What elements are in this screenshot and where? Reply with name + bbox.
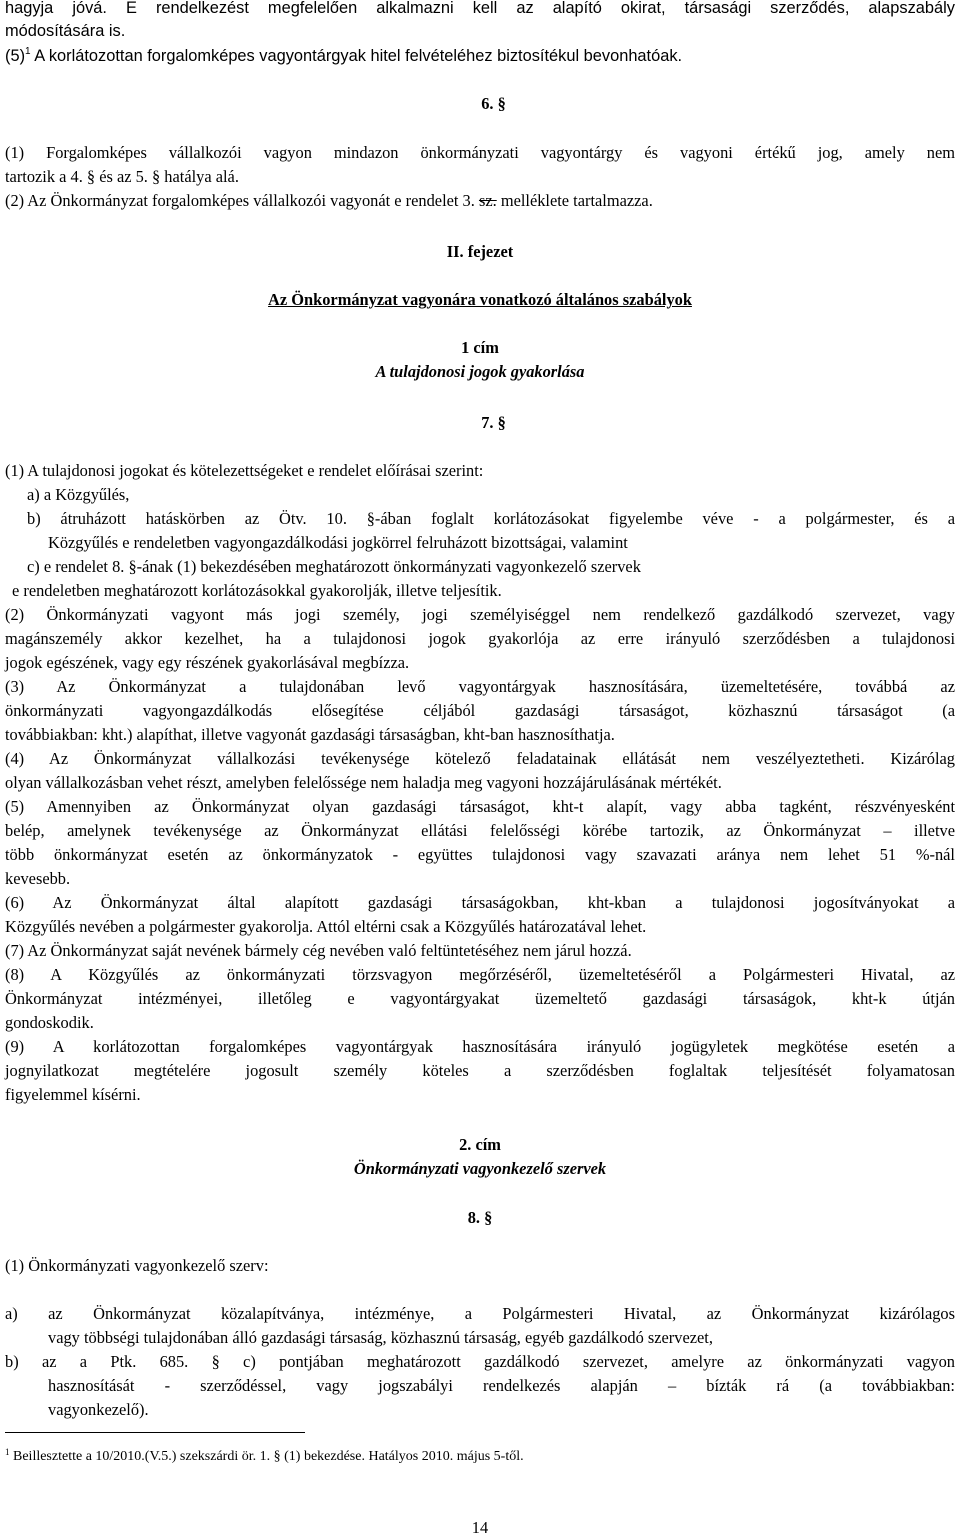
text-line: [5, 189, 955, 213]
list-item-continuation: Közgyűlés e rendeletben vagyongazdálkodási jogkörrel felruházott bizottságai, valamint: [48, 533, 628, 552]
text-line: (1) Önkormányzati vagyonkezelő szerv:: [5, 1256, 269, 1275]
text-line: több önkormányzat esetén az önkormányzatok - együttes tulajdonosi vagy szavazati aránya nem lehet 51 %-nál: [5, 845, 955, 864]
text-line: (8) A Közgyűlés az önkormányzati törzsvagyon megőrzéséről, üzemeltetéséről a Polgármesteri Hivatal, az: [5, 965, 955, 984]
text-line: (1) Forgalomképes vállalkozói vagyon mindazon önkormányzati vagyontárgy és vagyoni értékű jog, amely nem: [5, 143, 955, 162]
section-heading-6: 6. §: [481, 94, 506, 113]
list-item: a) az Önkormányzat közalapítványa, intézménye, a Polgármesteri Hivatal, az Önkormányzat kizárólagos: [5, 1304, 955, 1323]
title-heading-2: 2. cím: [459, 1135, 501, 1154]
title-name-2: Önkormányzati vagyonkezelő szervek: [353, 1159, 607, 1178]
text-line: továbbiakban: kht.) alapíthat, illetve vagyonát gazdasági társaságban, kht-ban hasznosíthatja.: [5, 725, 615, 744]
text-line: olyan vállalkozásban vehet részt, amelyben felelőssége nem haladja meg vagyoni hozzájárulásának mértékét.: [5, 773, 722, 792]
title-heading-1: 1 cím: [461, 338, 499, 357]
chapter-heading: II. fejezet: [446, 242, 514, 261]
list-item-continuation: vagyonkezelő).: [48, 1400, 149, 1419]
text-line: módosítására is.: [5, 22, 126, 40]
text-line: (2) Önkormányzati vagyont más jogi személy, jogi személyiséggel nem rendelkező gazdálkodó szervezet, vagy: [5, 605, 955, 624]
paragraph-text: melléklete tartalmazza.: [496, 191, 653, 210]
list-item-continuation: vagy többségi tulajdonában álló gazdasági társaság, közhasznú társaság, egyéb gazdálkodó szervezet,: [48, 1328, 713, 1347]
text-line: hagyja jóvá. E rendelkezést megfelelően alkalmazni kell az alapító okirat, társasági szerződés, alapszabály: [5, 0, 955, 17]
text-line: (4) Az Önkormányzat vállalkozási tevékenysége kötelező feladatainak ellátását nem veszélyeztetheti. Kizárólag: [5, 749, 955, 768]
text-line: (7) Az Önkormányzat saját nevének bármely cég nevében való feltüntetéséhez nem járul hozzá.: [5, 941, 632, 960]
text-line: jogok egészének, vagy egy részének gyakorlásával megbízza.: [5, 653, 410, 672]
text-line: figyelemmel kísérni.: [5, 1085, 141, 1104]
chapter-title: Az Önkormányzat vagyonára vonatkozó általános szabályok: [268, 290, 692, 309]
text-line: magánszemély akkor kezelhet, ha a tulajdonosi jogok gyakorlója az erre irányuló szerződésben a tulajdonosi: [5, 629, 955, 648]
footnote-text: Beillesztette a 10/2010.(V.5.) szekszárdi ör. 1. § (1) bekezdése. Hatályos 2010. május 5-től.: [9, 1449, 524, 1464]
text-line: jognyilatkozat megtételére jogosult személy köteles a szerződésben foglaltak teljesítését folyamatosan: [5, 1061, 955, 1080]
text-line: önkormányzati vagyongazdálkodás elősegítése céljából gazdasági társaságot, közhasznú társaságot (a: [5, 701, 955, 720]
text-line: (5) Amennyiben az Önkormányzat olyan gazdasági társaságot, kht-t alapít, vagy abba tagként, részvényesként: [5, 797, 955, 816]
text-line: kevesebb.: [5, 869, 71, 888]
text-line: [5, 44, 955, 71]
list-item: c) e rendelet 8. §-ának (1) bekezdésében meghatározott önkormányzati vagyonkezelő szervek: [27, 557, 641, 576]
paragraph-text: (2) Az Önkormányzat forgalomképes vállalkozói vagyonát e rendelet 3.: [5, 191, 479, 210]
deleted-text: sz.: [478, 191, 497, 210]
footnote: [5, 1445, 955, 1469]
text-line: (1) A tulajdonosi jogokat és kötelezettségeket e rendelet előírásai szerint:: [5, 461, 484, 480]
footnote-marker: 1: [5, 1447, 10, 1457]
title-name-1: A tulajdonosi jogok gyakorlása: [375, 362, 585, 381]
list-item-continuation: hasznosítását - szerződéssel, vagy jogszabályi rendelkezés alapján – bízták rá (a továbbiakban:: [48, 1376, 955, 1395]
section-heading-8: 8. §: [467, 1208, 493, 1227]
text-line: belép, amelynek tevékenysége az Önkormányzat ellátási felelősségi körébe tartozik, az Önkormányzat – illetve: [5, 821, 955, 840]
text-line: gondoskodik.: [5, 1013, 94, 1032]
text-line: (3) Az Önkormányzat a tulajdonában levő vagyontárgyak hasznosítására, üzemeltetésére, továbbá az: [5, 677, 955, 696]
paragraph-text: A korlátozottan forgalomképes vagyontárgyak hitel felvételéhez biztosítékul bevonhatóak.: [30, 47, 683, 65]
text-line: e rendeletben meghatározott korlátozásokkal gyakorolják, illetve teljesítik.: [12, 581, 502, 600]
text-line: (6) Az Önkormányzat által alapított gazdasági társaságokban, kht-kban a tulajdonosi jogosítványokat a: [5, 893, 955, 912]
text-line: (9) A korlátozottan forgalomképes vagyontárgyak hasznosítására irányuló jogügyletek megkötése esetén a: [5, 1037, 955, 1056]
paragraph-number: (5): [5, 47, 26, 65]
text-line: Önkormányzat intézményei, illetőleg e vagyontárgyakat üzemeltető gazdasági társaságok, kht-k útján: [5, 989, 955, 1008]
footnote-divider: [5, 1432, 305, 1433]
section-heading-7: 7. §: [481, 413, 506, 432]
list-item: a) a Közgyűlés,: [27, 485, 130, 504]
footnote-ref[interactable]: 1: [25, 46, 31, 57]
list-item: b) az a Ptk. 685. § c) pontjában meghatározott gazdálkodó szervezet, amelyre az önkormányzati vagyon: [5, 1352, 955, 1371]
list-item: b) átruházott hatáskörben az Ötv. 10. §-ában foglalt korlátozásokat figyelembe véve - a polgármester, és a: [27, 509, 955, 528]
text-line: tartozik a 4. § és az 5. § hatálya alá.: [5, 167, 239, 186]
text-line: Közgyűlés nevében a polgármester gyakorolja. Attól eltérni csak a Közgyűlés határozatával lehet.: [5, 917, 647, 936]
page-number: 14: [471, 1518, 489, 1537]
